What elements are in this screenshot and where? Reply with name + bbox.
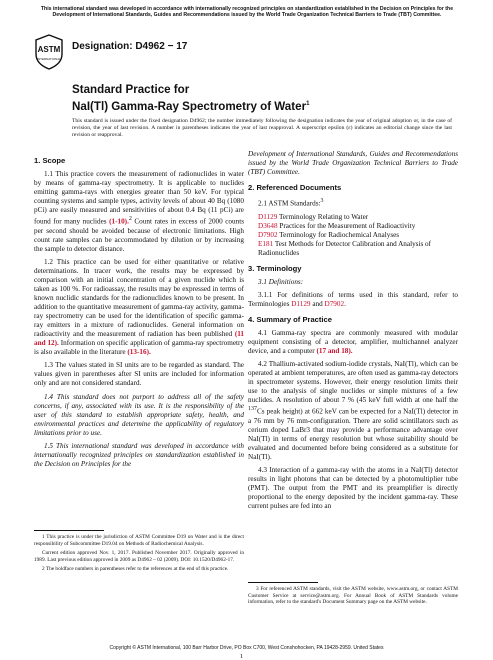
footnote-1-edition: Current edition approved Nov. 1, 2017. Published November 2017. Originally approved in 1989. Last previous edition approved in 2009 as D4962 – 02 (2009). DOI: 10.1520/D4962-17. xyxy=(34,550,244,563)
issued-note: This standard is issued under the fixed designation D4962; the number immediately following the designation indicates the year of original adoption or, in the case of revision, the year of last revision. A number in parentheses indicates the year of last reapproval. A superscript epsilon (ε) indicates an editorial change since the last revision or reapproval. xyxy=(72,118,452,138)
list-item[interactable]: D1129 Terminology Relating to Water xyxy=(258,212,369,221)
astm-standards-list xyxy=(258,213,458,258)
footnotes-left xyxy=(34,534,244,573)
paragraph-2-1: 2.1 ASTM Standards:$^3$ xyxy=(258,198,324,208)
paragraph-3-1: 3.1 Definitions: xyxy=(258,277,304,286)
svg-text:ASTM: ASTM xyxy=(37,45,61,54)
footnote-1: 1 This practice is under the jurisdiction of ASTM Committee D19 on Water and is the direct responsibility of Subcommittee D19.04 on Methods of Radiochemical Analysis. xyxy=(34,534,244,547)
astm-logo-icon xyxy=(34,34,64,70)
link-d7902[interactable]: D7902 xyxy=(324,300,345,308)
paragraph-3-1-1: 3.1.1 For definitions of terms used in this standard, refer to Terminologies D1129 and D7902. xyxy=(248,290,458,308)
paragraph-1-5: 1.5 This international standard was developed in accordance with internationally recognized principles on standardization established in the Decision on Principles for the xyxy=(34,441,244,468)
development-notice: This international standard was developed in accordance with internationally recognized principles on standardization established in the Decision on Principles for the Development of International Standards, Guides and Recommendations issued by the World Trade Organization Technical Barriers to Trade (TBT) Committee. xyxy=(40,6,454,19)
right-column xyxy=(248,150,458,515)
section-heading-scope: 1. Scope xyxy=(34,156,66,165)
list-item[interactable]: D7902 Terminology for Radiochemical Analyses xyxy=(258,230,400,239)
paragraph-4-2: 4.2 Thallium-activated sodium-iodide crystals, NaI(Tl), which can be operated at ambient temperatures, are often used as gamma-ray detectors in spectrometer systems. However, their energy resolution limits their use to the analysis of single nuclides or simple mixtures of a few nuclides. A resolution of about 7 % (45 keV full width at one half the $^{137}$Cs peak height) at 662 keV can be expected for a NaI(Tl) detector in a 76 mm by 76 mm-configuration. There are solid scintillators such as cerium doped LaBr3 that may provide a performance advantage over NaI(Tl) in terms of energy resolution but whose suitability should be evaluated and documented before being considered as a substitute for NaI(Tl). xyxy=(248,360,458,462)
paragraph-4-1: 4.1 Gamma-ray spectra are commonly measured with modular equipment consisting of a detector, amplifier, multichannel analyzer device, and a computer (17 and 18). xyxy=(248,329,458,356)
paragraph-1-3: 1.3 The values stated in SI units are to be regarded as standard. The values given in parentheses after SI units are included for information only and are not considered standard. xyxy=(34,361,244,388)
list-item[interactable]: E181 Test Methods for Detector Calibration and Analysis of Radionuclides xyxy=(258,239,432,257)
footnote-3: 3 For referenced ASTM standards, visit the ASTM website, www.astm.org, or contact ASTM Customer Service at service@astm.org. For Annual Book of ASTM Standards volume information, refer to the standard's Document Summary page on the ASTM website. xyxy=(248,586,458,605)
paragraph-4-3: 4.3 Interaction of a gamma-ray with the atoms in a NaI(Tl) detector results in light photons that can be detected by a photomultiplier tube (PMT). The output from the PMT and its preamplifier is directly proportional to the energy deposited by the incident gamma-ray. These current pulses are fed into an xyxy=(248,466,458,511)
title-line-1: Standard Practice for xyxy=(72,83,190,96)
footnote-divider xyxy=(248,582,318,583)
footnote-divider xyxy=(34,530,104,531)
list-item[interactable]: D3648 Practices for the Measurement of Radioactivity xyxy=(258,221,416,230)
paragraph-1-2: 1.2 This practice can be used for either quantitative or relative determinations. In tracer work, the results may be expressed by comparison with an initial concentration of a given nuclide which is taken as 100 %. For radioassay, the results may be expressed in terms of known nuclidic standards for the radionuclides known to be present. In addition to the quantitative measurement of gamma-ray activity, gamma-ray spectrometry can be used for the identification of specific gamma-ray emitters in a mixture of radionuclides. General information on radioactivity and the measurement of radiation has been published (11 and 12). Information on specific application of gamma-ray spectrometry is also available in the literature (13-16). xyxy=(34,257,245,357)
paragraph-1-4: 1.4 This standard does not purport to address all of the safety concerns, if any, associated with its use. It is the responsibility of the user of this standard to establish appropriate safety, health, and environmental practices and determine the applicability of regulatory limitations prior to use. xyxy=(34,392,244,437)
link-d1129[interactable]: D1129 xyxy=(291,300,311,308)
section-heading-terminology: 3. Terminology xyxy=(248,263,302,273)
copyright-footer: Copyright © ASTM International, 100 Barr Harbor Drive, PO Box C700, West Conshohocken, PA 19428-2959. United States xyxy=(109,645,384,651)
logo-text: INTERNATIONAL xyxy=(37,57,61,61)
designation: Designation: D4962 − 17 xyxy=(72,41,188,52)
section-heading-referenced-documents: 2. Referenced Documents xyxy=(248,183,342,193)
footnotes-right xyxy=(248,586,458,606)
page-number: 1 xyxy=(240,653,244,660)
section-heading-summary: 4. Summary of Practice xyxy=(248,315,332,325)
left-column xyxy=(34,150,244,473)
title-line-2: NaI(Tl) Gamma-Ray Spectrometry of Water$^1$ xyxy=(72,99,310,113)
document-title xyxy=(72,83,309,114)
paragraph-1-5-continued: Development of International Standards, Guides and Recommendations issued by the World Trade Organization Technical Barriers to Trade (TBT) Committee. xyxy=(248,150,458,177)
paragraph-1-1: 1.1 This practice covers the measurement of radionuclides in water by means of gamma-ray spectrometry. It is applicable to nuclides emitting gamma-rays with energies greater than 50 keV. For typical counting systems and sample types, activity levels of about 40 Bq (1080 pCi) are easily measured and sensitivities of about 0.4 Bq (11 pCi) are found for many nuclides (1-10).$^2$ Count rates in excess of 2000 counts per second should be avoided because of electronic limitations. High count rate samples can be accommodated by dilution or by increasing the sample to detector distance. xyxy=(34,170,245,253)
footnote-2: 2 The boldface numbers in parentheses refer to the references at the end of this practice. xyxy=(42,566,229,572)
